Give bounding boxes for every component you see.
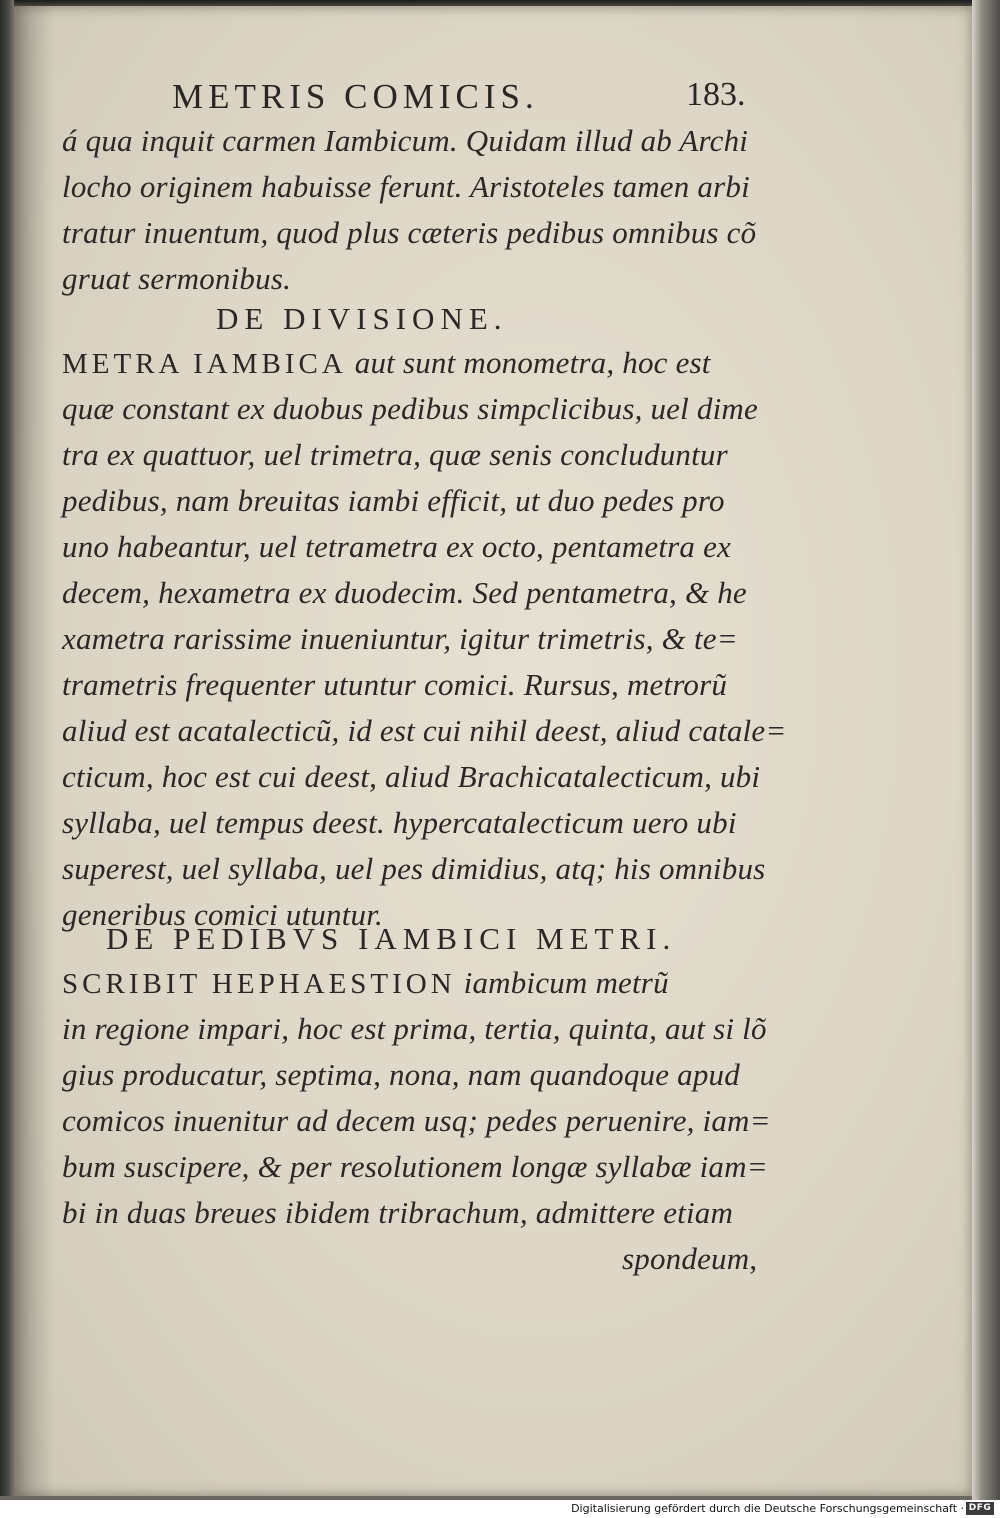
paragraph-first-line (62, 960, 669, 1006)
text-line: tra ex quattuor, uel trimetra, quæ senis concluduntur (62, 437, 728, 472)
running-head: METRIS COMICIS. (172, 77, 539, 116)
paragraph-lead: METRA IAMBICA (62, 348, 347, 380)
scan-right-edge (972, 0, 1000, 1500)
text-line: gruat sermonibus. (62, 261, 292, 296)
text-line: aliud est acatalecticũ, id est cui nihil deest, aliud catale= (62, 713, 787, 748)
text-line: locho originem habuisse ferunt. Aristoteles tamen arbi (62, 169, 750, 204)
text-line: comicos inuenitur ad decem usq; pedes peruenire, iam= (62, 1103, 771, 1138)
paragraph-lead-rest: iambicum metrũ (455, 965, 669, 1000)
funding-credit: Digitalisierung gefördert durch die Deutsche Forschungsgemeinschaft · (571, 1502, 964, 1515)
binding-edge (0, 0, 14, 1500)
text-line: syllaba, uel tempus deest. hypercatalecticum uero ubi (62, 805, 737, 840)
text-line: in regione impari, hoc est prima, tertia, quinta, aut si lõ (62, 1011, 767, 1046)
paragraph-lead: SCRIBIT HEPHAESTION (62, 968, 456, 1000)
text-line: cticum, hoc est cui deest, aliud Brachicatalecticum, ubi (62, 759, 761, 794)
text-line: trametris frequenter utuntur comici. Rursus, metrorũ (62, 667, 728, 702)
catchword: spondeum, (622, 1241, 758, 1276)
text-line: superest, uel syllaba, uel pes dimidius, atq; his omnibus (62, 851, 766, 886)
text-line: tratur inuentum, quod plus cæteris pedibus omnibus cõ (62, 215, 757, 250)
text-line: xametra rarissime inueniuntur, igitur trimetris, & te= (62, 621, 738, 656)
section-heading: DE DIVISIONE. (216, 301, 508, 336)
text-line: pedibus, nam breuitas iambi efficit, ut duo pedes pro (62, 483, 725, 518)
text-line: decem, hexametra ex duodecim. Sed pentametra, & he (62, 575, 747, 610)
paragraph-lead-rest: aut sunt monometra, hoc est (346, 345, 711, 380)
text-line: quæ constant ex duobus pedibus simpclicibus, uel dime (62, 391, 758, 426)
text-line: á qua inquit carmen Iambicum. Quidam illud ab Archi (62, 123, 749, 158)
dfg-logo: DFG (966, 1502, 994, 1515)
text-line: gius producatur, septima, nona, nam quandoque apud (62, 1057, 740, 1092)
text-line: uno habeantur, uel tetrametra ex octo, pentametra ex (62, 529, 731, 564)
text-line: bi in duas breues ibidem tribrachum, admittere etiam (62, 1195, 734, 1230)
text-line: generibus comici utuntur. (62, 897, 383, 932)
paragraph-first-line (62, 340, 711, 386)
page-number: 183. (686, 76, 746, 113)
gutter-shadow (14, 6, 54, 1496)
section-heading: DE PEDIBVS IAMBICI METRI. (106, 921, 677, 956)
text-line: bum suscipere, & per resolutionem longæ syllabæ iam= (62, 1149, 768, 1184)
